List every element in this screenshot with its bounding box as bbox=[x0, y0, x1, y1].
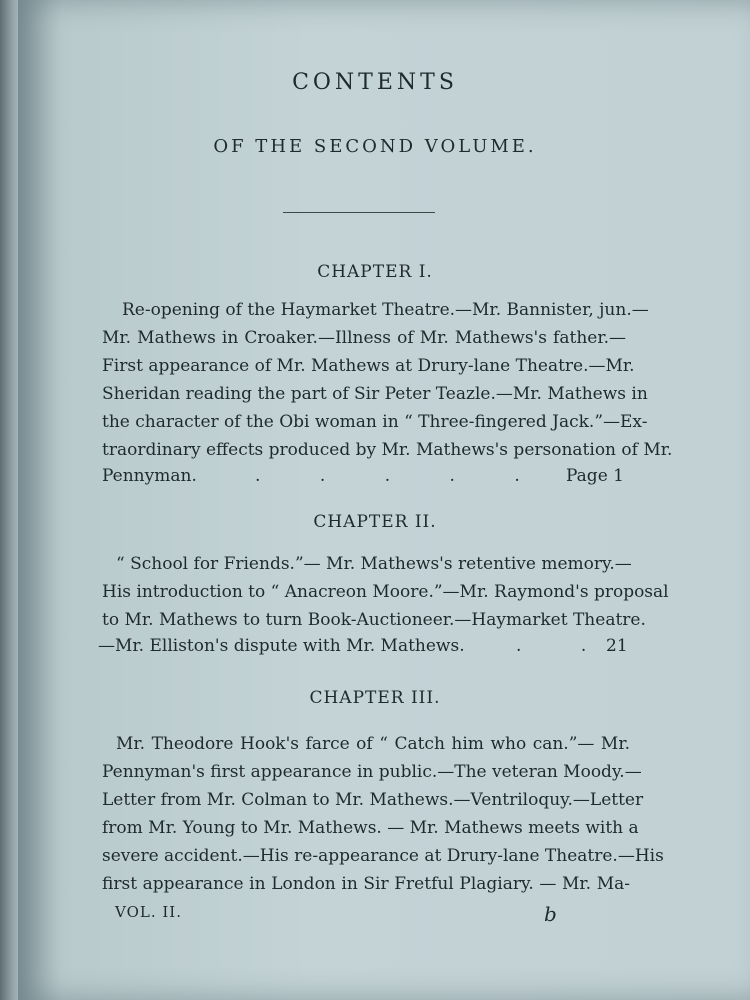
chapter-1-line-2: Mr. Mathews in Croaker.—Illness of Mr. Mathews's father.— bbox=[102, 328, 626, 348]
chapter-1-heading: CHAPTER I. bbox=[317, 262, 433, 282]
chapter-2-line-3: to Mr. Mathews to turn Book-Auctioneer.—Haymarket Theatre. bbox=[102, 610, 646, 630]
gathering-signature-mark: b bbox=[544, 902, 557, 926]
chapter-2-line-4: —Mr. Elliston's dispute with Mr. Mathews. bbox=[98, 636, 465, 656]
chapter-2-page-number: 21 bbox=[606, 636, 628, 656]
chapter-1-line-3: First appearance of Mr. Mathews at Drury-lane Theatre.—Mr. bbox=[102, 356, 635, 376]
chapter-1-dot-leader: . . . . . bbox=[255, 466, 520, 486]
page-subtitle: OF THE SECOND VOLUME. bbox=[213, 136, 537, 157]
chapter-3-line-4: from Mr. Young to Mr. Mathews. — Mr. Mathews meets with a bbox=[102, 818, 639, 838]
chapter-3-heading: CHAPTER III. bbox=[309, 688, 441, 708]
title-rule bbox=[283, 212, 435, 213]
chapter-3-line-6: first appearance in London in Sir Fretful Plagiary. — Mr. Ma- bbox=[102, 874, 630, 894]
chapter-1-line-6: traordinary effects produced by Mr. Mathews's personation of Mr. bbox=[102, 440, 673, 460]
chapter-1-line-7: Pennyman. bbox=[102, 466, 197, 486]
chapter-2-line-2: His introduction to “ Anacreon Moore.”—Mr. Raymond's proposal bbox=[102, 582, 669, 602]
page-title: CONTENTS bbox=[292, 70, 458, 95]
chapter-2-heading: CHAPTER II. bbox=[313, 512, 437, 532]
volume-signature: VOL. II. bbox=[115, 903, 182, 921]
chapter-3-line-1: Mr. Theodore Hook's farce of “ Catch him who can.”— Mr. bbox=[116, 734, 630, 754]
chapter-2-dot-leader: . . bbox=[516, 636, 587, 656]
chapter-1-page-number: Page 1 bbox=[566, 466, 624, 486]
chapter-3-line-5: severe accident.—His re-appearance at Drury-lane Theatre.—His bbox=[102, 846, 664, 866]
chapter-2-line-1: “ School for Friends.”— Mr. Mathews's retentive memory.— bbox=[116, 554, 632, 574]
chapter-3-line-2: Pennyman's first appearance in public.—The veteran Moody.— bbox=[102, 762, 642, 782]
chapter-1-line-1: Re-opening of the Haymarket Theatre.—Mr. Bannister, jun.— bbox=[122, 300, 649, 320]
chapter-1-line-5: the character of the Obi woman in “ Three-fingered Jack.”—Ex- bbox=[102, 412, 648, 432]
chapter-3-line-3: Letter from Mr. Colman to Mr. Mathews.—Ventriloquy.—Letter bbox=[102, 790, 644, 810]
chapter-1-line-4: Sheridan reading the part of Sir Peter Teazle.—Mr. Mathews in bbox=[102, 384, 648, 404]
